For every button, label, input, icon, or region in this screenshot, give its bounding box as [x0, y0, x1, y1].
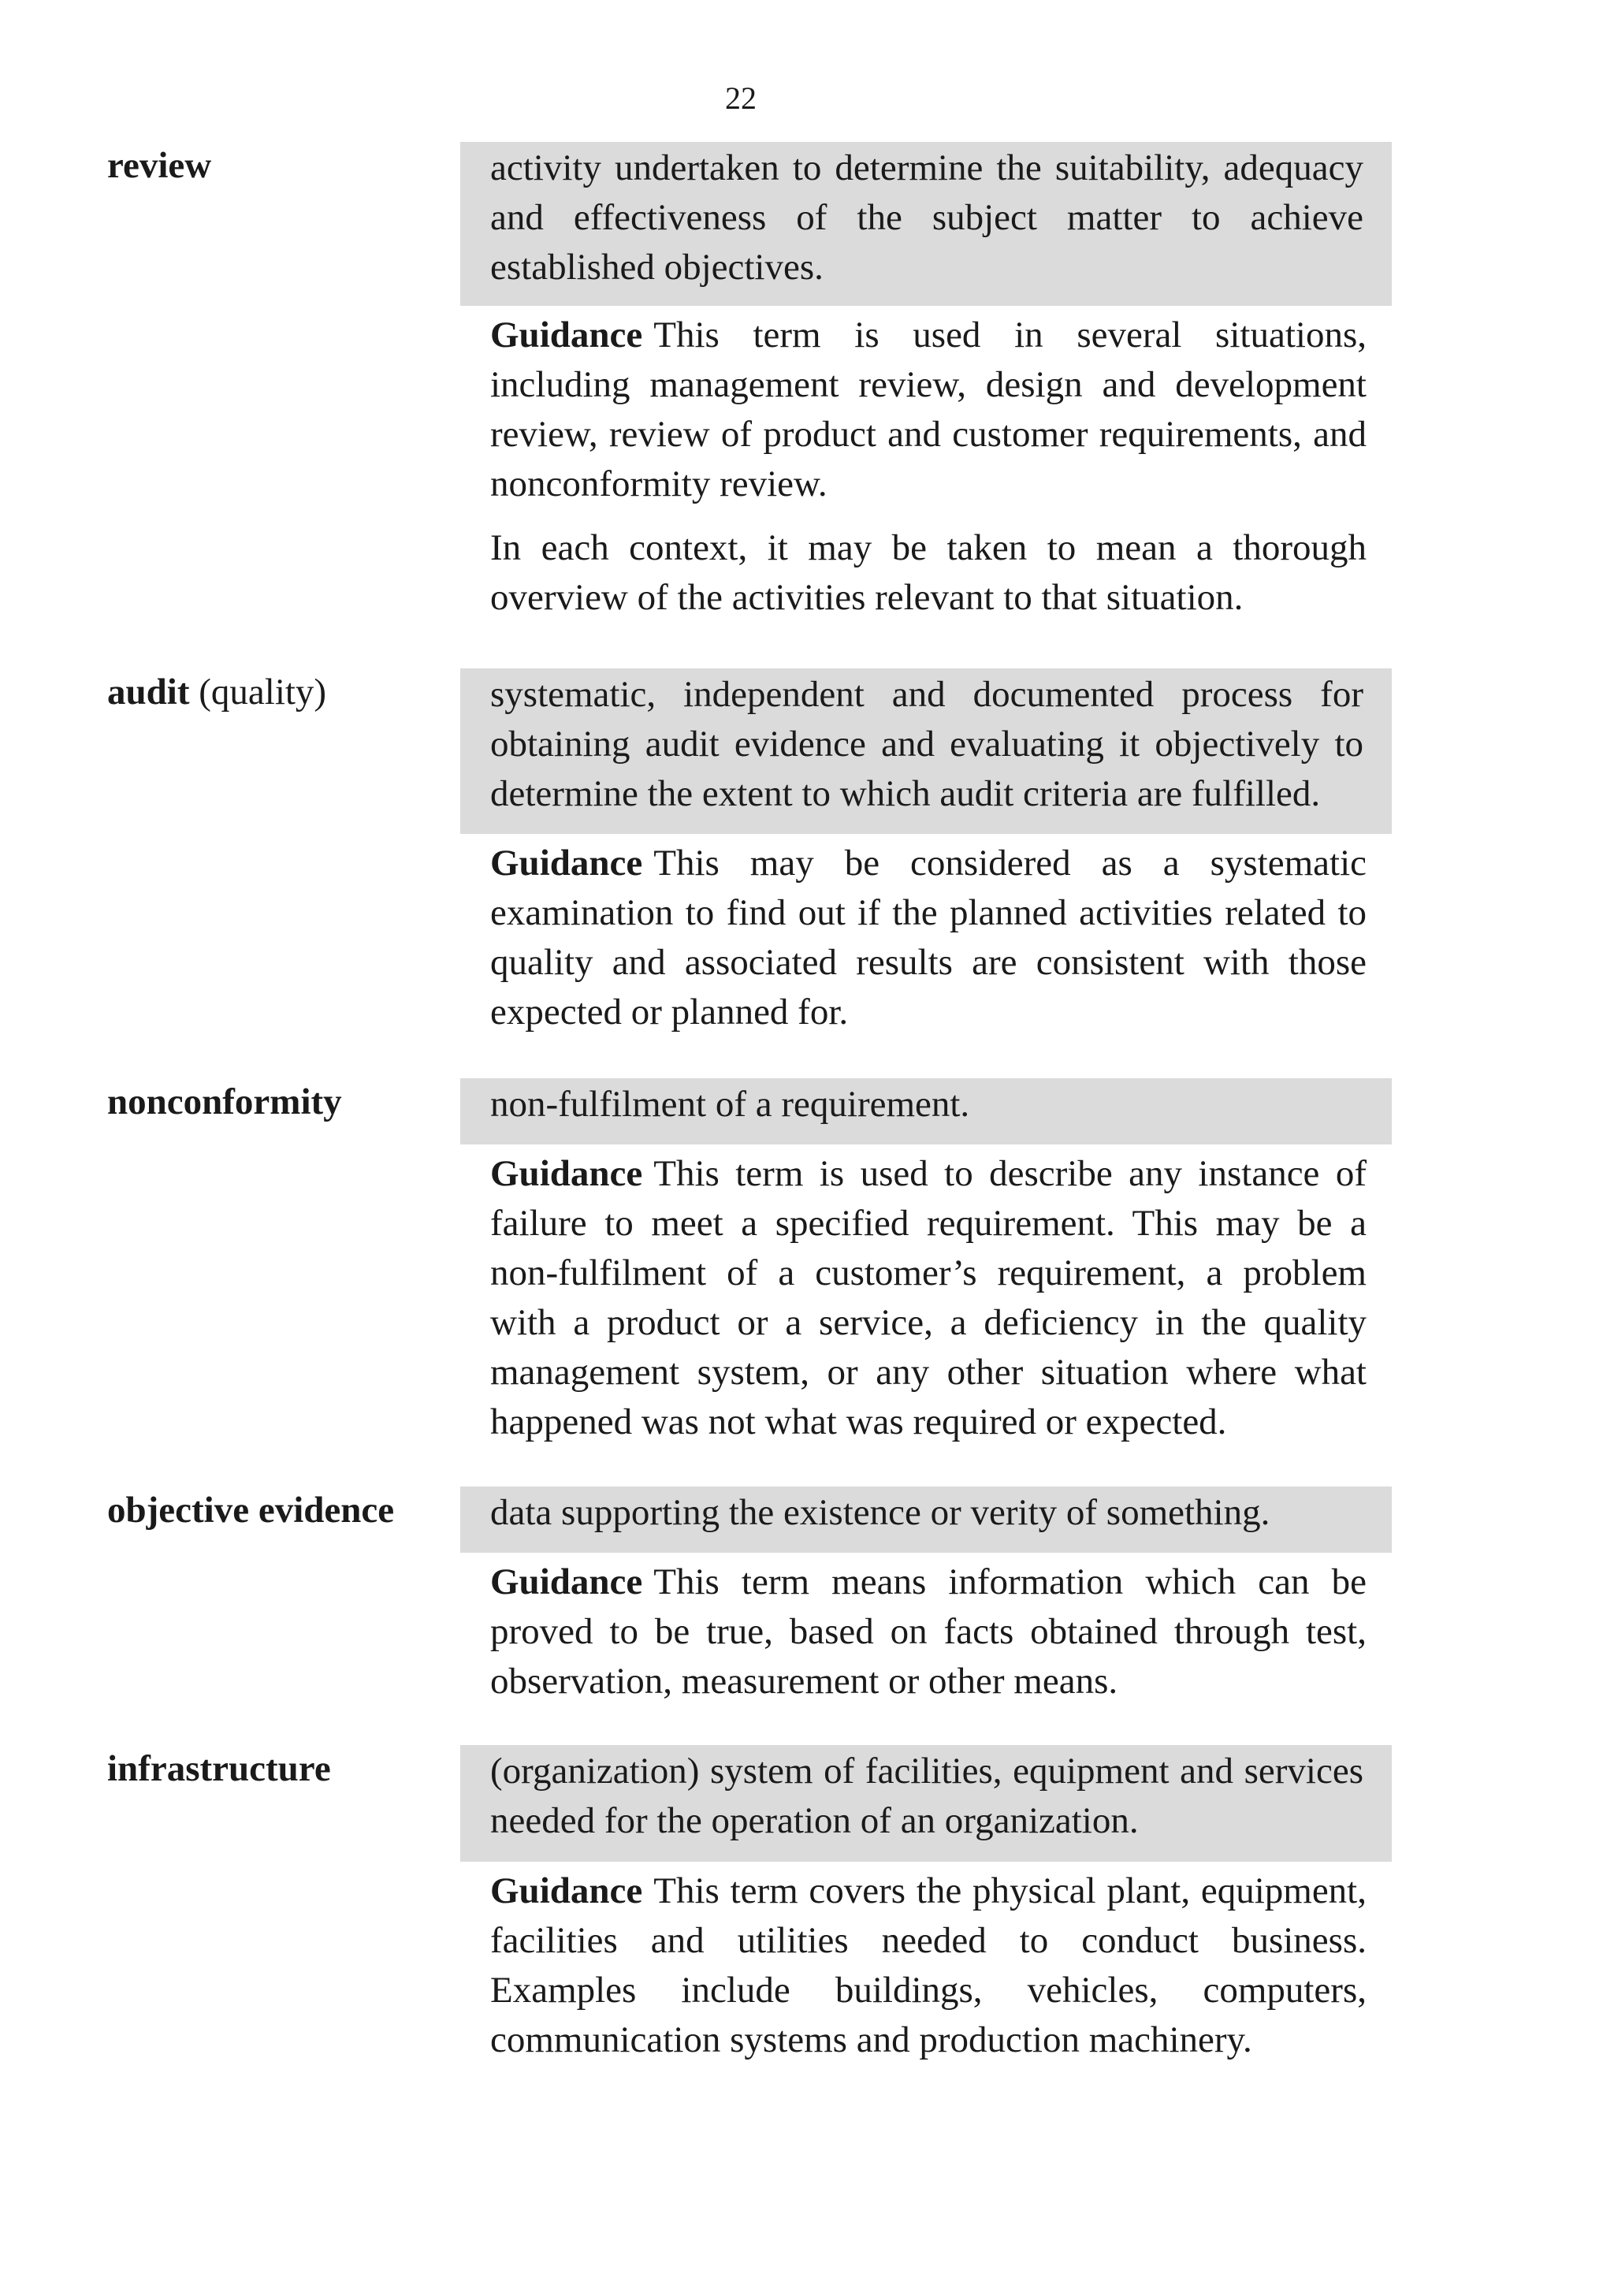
definition-text: data supporting the existence or verity of something.	[490, 1492, 1270, 1533]
guidance-label: Guidance	[490, 1561, 643, 1602]
definition-box	[460, 1078, 1392, 1144]
definition-box	[460, 1487, 1392, 1553]
definition-text: (organization) system of facilities, equipment and services needed for the operation of an organization.	[490, 1751, 1363, 1841]
guidance-label: Guidance	[490, 1870, 643, 1911]
term	[107, 1078, 342, 1126]
term	[107, 1745, 331, 1792]
page-number: 22	[725, 80, 757, 116]
definition-text: non-fulfilment of a requirement.	[490, 1084, 970, 1125]
guidance-label: Guidance	[490, 1153, 643, 1194]
definition-box	[460, 668, 1392, 834]
definition-box	[460, 1745, 1392, 1862]
guidance-block	[490, 1557, 1367, 1706]
term-name: infrastructure	[107, 1748, 331, 1789]
definition-box	[460, 142, 1392, 306]
guidance-label: Guidance	[490, 314, 643, 355]
guidance-text: This may be considered as a systematic examination to find out if the planned activities related to quality and associated results are consistent with those expected or planned for.	[490, 843, 1367, 1033]
guidance-text: This term is used in several situations, including management review, design and development review, review of product and customer requirements, and nonconformity review.	[490, 314, 1367, 504]
guidance-block	[490, 839, 1367, 1037]
definition-text: activity undertaken to determine the suitability, adequacy and effectiveness of the subject matter to achieve established objectives.	[490, 147, 1363, 288]
term-name: nonconformity	[107, 1081, 342, 1122]
term	[107, 1487, 394, 1534]
guidance-label: Guidance	[490, 843, 643, 884]
term-name: review	[107, 145, 212, 186]
guidance-text: This term is used to describe any instance of failure to meet a specified requirement. This may be a non-fulfilment of a customer’s requirement, a problem with a product or a service, a deficiency in the quality management system, or any other situation where what happened was not what was required or expected.	[490, 1153, 1367, 1442]
term	[107, 668, 326, 716]
guidance-text: This term covers the physical plant, equipment, facilities and utilities needed to conduct business. Examples include buildings, vehicles, computers, communication systems and production machinery.	[490, 1870, 1367, 2060]
guidance-block	[490, 1866, 1367, 2065]
guidance-block	[490, 311, 1367, 623]
term-qualifier: (quality)	[199, 672, 327, 713]
term-name: audit	[107, 672, 190, 713]
term-name: objective evidence	[107, 1490, 395, 1531]
definition-text: systematic, independent and documented process for obtaining audit evidence and evaluating it objectively to determine the extent to which audit criteria are fulfilled.	[490, 674, 1363, 814]
guidance-block	[490, 1149, 1367, 1447]
term	[107, 142, 211, 189]
guidance-text: This term means information which can be proved to be true, based on facts obtained through test, observation, measurement or other means.	[490, 1561, 1367, 1702]
guidance-text: In each context, it may be taken to mean a thorough overview of the activities relevant to that situation.	[490, 527, 1367, 618]
